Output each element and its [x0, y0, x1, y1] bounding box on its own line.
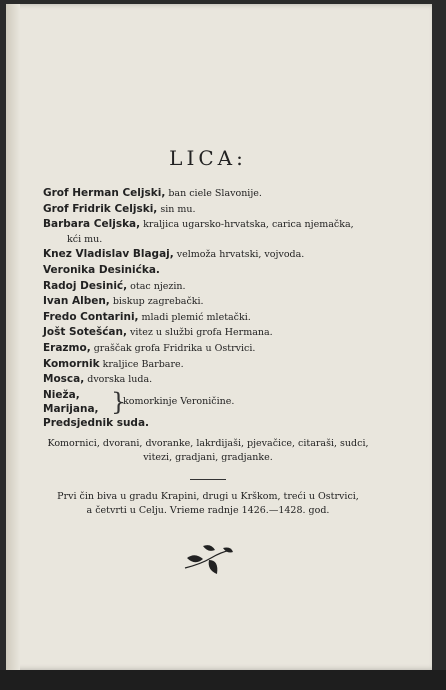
extras-paragraph: Komornici, dvorani, dvoranke, lakrdijaši, pjevačice, citaraši, sudci, vitezi, gradjani, gradjanke. — [47, 438, 369, 464]
character-group — [43, 388, 373, 416]
character-row: Ivan Alben, biskup zagrebački. — [43, 295, 204, 308]
character-row: Jošt Sotešćan, vitez u službi grofa Hermana. — [43, 326, 273, 339]
leaf-sprig-icon — [181, 544, 235, 578]
character-row: Erazmo, graščak grofa Fridrika u Ostrvici. — [43, 341, 256, 354]
page-edge — [6, 4, 20, 670]
character-row: Knez Vladislav Blagaj, velmoža hrvatski, vojvoda. — [43, 248, 305, 261]
character-row: Komornik kraljice Barbare. — [43, 357, 184, 370]
character-row: Barbara Celjska, kraljica ugarsko-hrvatska, carica njemačka, — [43, 218, 354, 231]
character-row-continuation: kći mu. — [67, 233, 103, 245]
group-name-2: Marijana, — [43, 402, 99, 415]
divider — [190, 479, 226, 480]
character-list — [43, 186, 373, 431]
setting-note: Prvi čin biva u gradu Krapini, drugi u Krškom, treći u Ostrvici, a četvrti u Celju. Vrieme radnje 1426.—1428. god. — [57, 491, 359, 517]
character-row: Predsjednik suda. — [43, 416, 150, 429]
brace-icon: } — [111, 387, 127, 416]
character-row: Radoj Desinić, otac njezin. — [43, 279, 186, 292]
bottom-strip — [0, 670, 446, 690]
character-row: Grof Fridrik Celjski, sin mu. — [43, 202, 196, 215]
cast-list — [43, 146, 373, 578]
character-row: Veronika Desinićka. — [43, 263, 160, 276]
character-row: Mosca, dvorska luda. — [43, 373, 153, 386]
character-row: Grof Herman Celjski, ban ciele Slavonije. — [43, 187, 262, 199]
character-row: Fredo Contarini, mladi plemić mletački. — [43, 310, 251, 323]
group-name-1: Nieža, — [43, 388, 80, 401]
group-desc: komorkinje Veroničine. — [123, 395, 235, 407]
page-title: LICA: — [169, 146, 247, 170]
